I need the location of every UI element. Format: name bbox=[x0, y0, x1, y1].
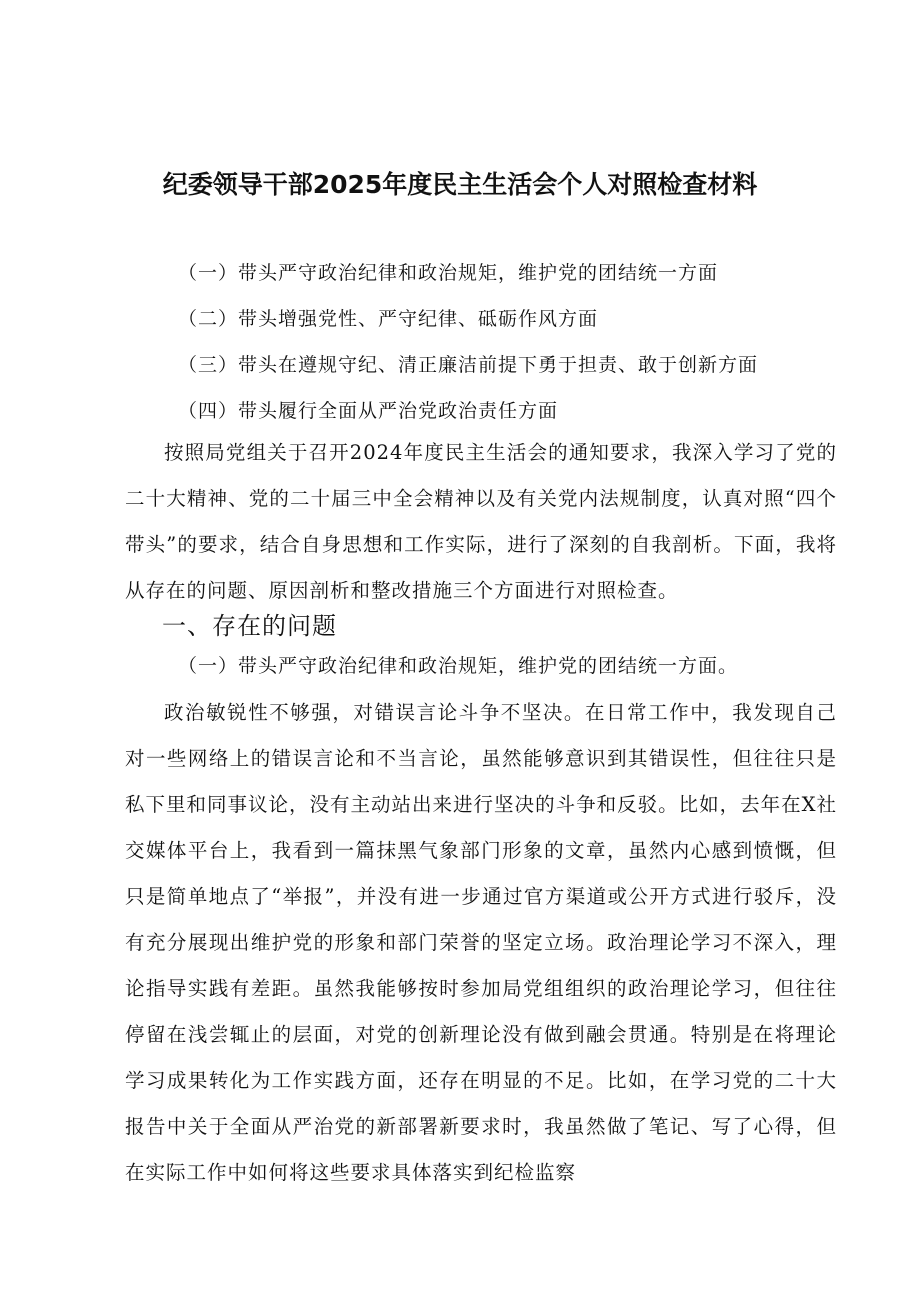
outline-item-4: （四）带头履行全面从严治党政治责任方面 bbox=[178, 400, 559, 422]
outline-list bbox=[178, 257, 858, 441]
outline-item-1: （一）带头严守政治纪律和政治规矩，维护党的团结统一方面 bbox=[178, 262, 719, 284]
document-title: 纪委领导干部2025年度民主生活会个人对照检查材料 bbox=[162, 170, 758, 199]
section-subheading: （一）带头严守政治纪律和政治规矩，维护党的团结统一方面。 bbox=[178, 655, 739, 677]
outline-item-2: （二）带头增强党性、严守纪律、砥砺作风方面 bbox=[178, 308, 599, 330]
intro-paragraph: 按照局党组关于召开2024年度民主生活会的通知要求，我深入学习了党的二十大精神、党的二十届三中全会精神以及有关党内法规制度，认真对照“四个带头”的要求，结合自身思想和工作实际，进行了深刻的自我剖析。下面，我将从存在的问题、原因剖析和整改措施三个方面进行对照检查。 bbox=[125, 441, 837, 602]
body-paragraph: 政治敏锐性不够强，对错误言论斗争不坚决。在日常工作中，我发现自己对一些网络上的错误言论和不当言论，虽然能够意识到其错误性，但往往只是私下里和同事议论，没有主动站出来进行坚决的斗争和反驳。比如，去年在X社交媒体平台上，我看到一篇抹黑气象部门形象的文章，虽然内心感到愤慨，但只是简单地点了“举报”，并没有进一步通过官方渠道或公开方式进行驳斥，没有充分展现出维护党的形象和部门荣誉的坚定立场。政治理论学习不深入，理论指导实践有差距。虽然我能够按时参加局党组组织的政治理论学习，但往往停留在浅尝辄止的层面，对党的创新理论没有做到融会贯通。特别是在将理论学习成果转化为工作实践方面，还存在明显的不足。比如，在学习党的二十大报告中关于全面从严治党的新部署新要求时，我虽然做了笔记、写了心得，但在实际工作中如何将这些要求具体落实到纪检监察 bbox=[125, 701, 837, 1184]
outline-item-3: （三）带头在遵规守纪、清正廉洁前提下勇于担责、敢于创新方面 bbox=[178, 354, 759, 376]
section-heading: 一、存在的问题 bbox=[162, 612, 337, 640]
